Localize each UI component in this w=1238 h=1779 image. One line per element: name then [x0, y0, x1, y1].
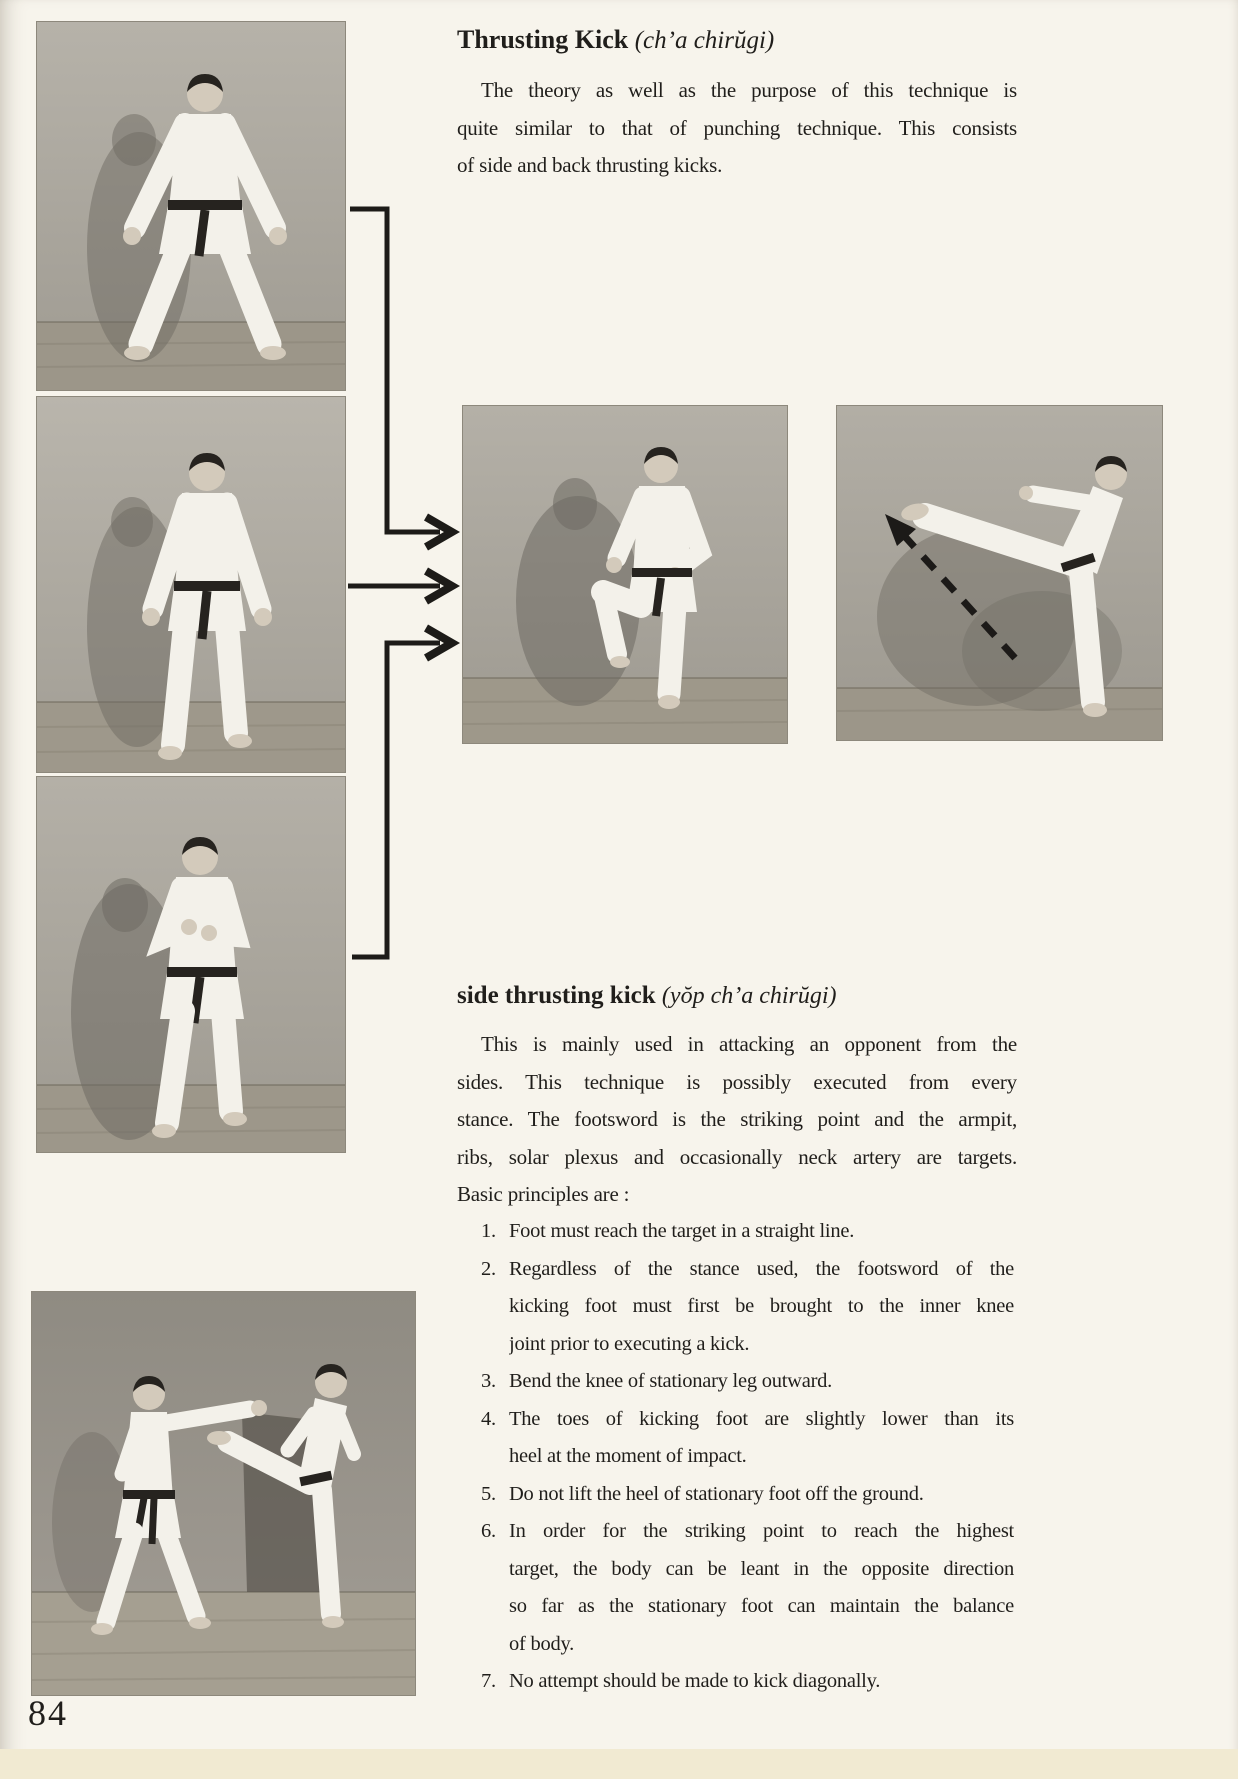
- page-bottom-edge: [0, 1749, 1238, 1779]
- list-item-line: target, the body can be leant in the opposite direction: [509, 1557, 1014, 1580]
- list-item-number: 1.: [481, 1220, 496, 1242]
- list-item-number: 3.: [481, 1370, 496, 1392]
- paragraph-line: This is mainly used in attacking an opponent from the: [481, 1032, 1017, 1056]
- heading-romanization: (yŏp ch’a chirŭgi): [661, 983, 837, 1009]
- photo-application-graphic: [32, 1292, 415, 1695]
- photo-knee-raised: [463, 406, 787, 743]
- photo-application: [32, 1292, 415, 1695]
- photo-ready-stance-graphic: [37, 22, 345, 390]
- list-item-line: Do not lift the heel of stationary foot off the ground.: [509, 1482, 924, 1505]
- list-item-line: The toes of kicking foot are slightly lower than its: [509, 1407, 1014, 1430]
- list-item-number: 5.: [481, 1482, 496, 1505]
- list-item: [481, 1513, 1021, 1663]
- list-item-number: 2.: [481, 1257, 496, 1280]
- list-item-line: In order for the striking point to reach the highest: [509, 1520, 1014, 1542]
- list-item: [481, 1213, 1021, 1251]
- paragraph-line: The theory as well as the purpose of this technique is: [481, 78, 1017, 102]
- flow-arrow-from-photo-3: [352, 628, 452, 957]
- list-item-line: No attempt should be made to kick diagonally.: [509, 1670, 881, 1692]
- list-item: [481, 1401, 1021, 1476]
- list-item-number: 7.: [481, 1670, 496, 1692]
- page-number: 84: [28, 1693, 68, 1733]
- photo-knee-raised-graphic: [463, 406, 787, 743]
- list-item: [481, 1363, 1021, 1401]
- list-item-line: Bend the knee of stationary leg outward.: [509, 1370, 833, 1392]
- section-heading-thrusting-kick: [457, 20, 1017, 61]
- photo-side-kick-graphic: [837, 406, 1162, 740]
- heading-text: Thrusting Kick: [457, 25, 629, 54]
- heading-romanization: (ch’a chirŭgi): [634, 27, 775, 54]
- paragraph-thrusting-kick: [457, 72, 1017, 185]
- list-item-number: 4.: [481, 1407, 496, 1430]
- list-item-line: so far as the stationary foot can maintain the balance: [509, 1595, 1014, 1617]
- section-heading-side-thrusting-kick: [457, 976, 1017, 1016]
- paragraph-line: quite similar to that of punching technique. This consists: [457, 115, 1017, 140]
- flow-arrow-from-photo-1: [350, 209, 452, 547]
- photo-ready-stance: [37, 22, 345, 390]
- list-item: [481, 1663, 1021, 1701]
- list-item-line: Foot must reach the target in a straight line.: [509, 1220, 855, 1242]
- list-item-line: heel at the moment of impact.: [509, 1445, 747, 1467]
- paragraph-line: sides. This technique is possibly executed from every: [457, 1069, 1017, 1094]
- photo-guard-stance-graphic: [37, 777, 345, 1152]
- photo-walking-stance-graphic: [37, 397, 345, 772]
- photo-side-kick: [837, 406, 1162, 740]
- list-item-line: joint prior to executing a kick.: [509, 1332, 750, 1355]
- list-item-line: kicking foot must first be brought to the inner knee: [509, 1295, 1014, 1317]
- list-item-number: 6.: [481, 1520, 496, 1542]
- paragraph-line: ribs, solar plexus and occasionally neck artery are targets.: [457, 1144, 1017, 1169]
- flow-arrow-from-photo-2: [348, 571, 452, 601]
- paragraph-line: stance. The footsword is the striking point and the armpit,: [457, 1107, 1017, 1131]
- paragraph-side-thrusting-kick: [457, 1026, 1017, 1214]
- list-item-line: of body.: [509, 1632, 574, 1655]
- list-item-line: Regardless of the stance used, the footsword of the: [509, 1257, 1014, 1280]
- list-item: [481, 1476, 1021, 1514]
- paragraph-line: Basic principles are :: [457, 1182, 630, 1206]
- heading-text: side thrusting kick: [457, 982, 656, 1009]
- photo-guard-stance: [37, 777, 345, 1152]
- principles-list: [481, 1213, 1021, 1701]
- photo-walking-stance: [37, 397, 345, 772]
- list-item: [481, 1251, 1021, 1364]
- paragraph-line: of side and back thrusting kicks.: [457, 153, 723, 177]
